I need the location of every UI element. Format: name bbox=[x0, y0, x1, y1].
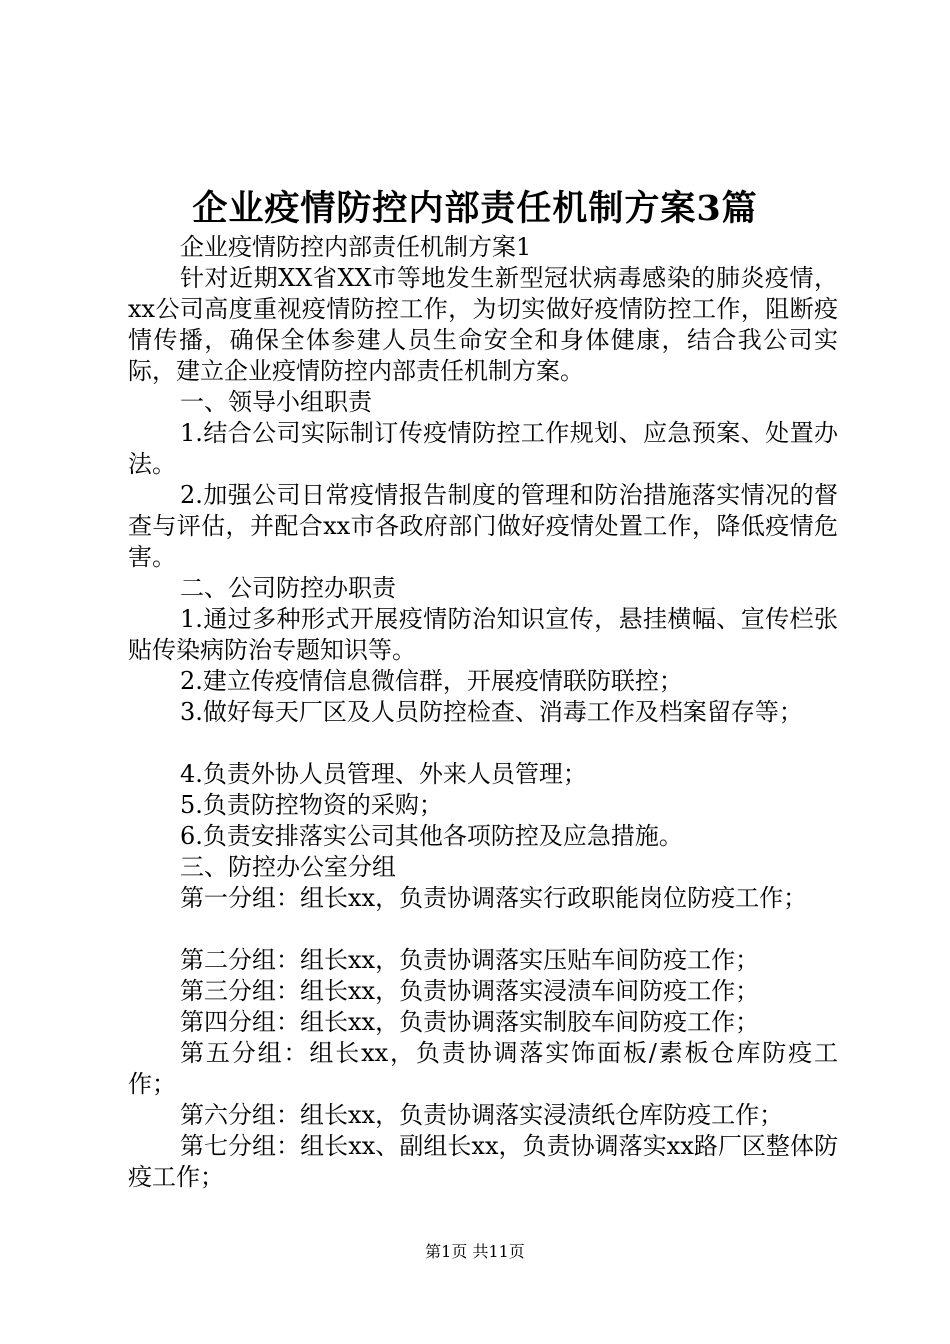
section-heading-leadership: 一、领导小组职责 bbox=[180, 388, 372, 416]
group-item: 第六分组：组长xx，负责协调落实浸渍纸仓库防疫工作； bbox=[180, 1101, 784, 1129]
list-item: 5.负责防控物资的采购； bbox=[180, 791, 443, 819]
group-item: 第五分组：组长xx，负责协调落实饰面板/素板仓库防疫工作； bbox=[128, 1039, 838, 1098]
document-body bbox=[128, 232, 838, 1193]
group-item: 第四分组：组长xx，负责协调落实制胶车间防疫工作； bbox=[180, 1008, 760, 1036]
list-item: 2.建立传疫情信息微信群，开展疫情联防联控； bbox=[180, 667, 683, 695]
group-item: 第三分组：组长xx，负责协调落实浸渍车间防疫工作； bbox=[180, 977, 760, 1005]
group-item: 第一分组：组长xx，负责协调落实行政职能岗位防疫工作； bbox=[180, 884, 808, 912]
page-number-footer: 第1页 共11页 bbox=[425, 1242, 525, 1261]
document-title: 企业疫情防控内部责任机制方案3篇 bbox=[192, 188, 758, 229]
list-item: 2.加强公司日常疫情报告制度的管理和防治措施落实情况的督查与评估，并配合xx市各政府部门做好疫情处置工作，降低疫情危害。 bbox=[128, 481, 838, 571]
list-item: 1.通过多种形式开展疫情防治知识宣传，悬挂横幅、宣传栏张贴传染病防治专题知识等。 bbox=[128, 605, 838, 664]
list-item: 3.做好每天厂区及人员防控检查、消毒工作及档案留存等； bbox=[180, 698, 803, 726]
section-heading-groups: 三、防控办公室分组 bbox=[180, 853, 396, 881]
section-heading-office: 二、公司防控办职责 bbox=[180, 574, 396, 602]
list-item: 1.结合公司实际制订传疫情防控工作规划、应急预案、处置办法。 bbox=[128, 419, 838, 478]
group-item: 第七分组：组长xx、副组长xx，负责协调落实xx路厂区整体防疫工作； bbox=[128, 1132, 838, 1191]
paragraph-plan-heading: 企业疫情防控内部责任机制方案1 bbox=[180, 233, 532, 261]
group-item: 第二分组：组长xx，负责协调落实压贴车间防疫工作； bbox=[180, 946, 760, 974]
paragraph-intro: 针对近期XX省XX市等地发生新型冠状病毒感染的肺炎疫情，xx公司高度重视疫情防控工作，为切实做好疫情防控工作，阻断疫情传播，确保全体参建人员生命安全和身体健康，结合我公司实际，建立企业疫情防控内部责任机制方案。 bbox=[128, 264, 838, 385]
list-item: 4.负责外协人员管理、外来人员管理； bbox=[180, 760, 587, 788]
list-item: 6.负责安排落实公司其他各项防控及应急措施。 bbox=[180, 822, 683, 850]
